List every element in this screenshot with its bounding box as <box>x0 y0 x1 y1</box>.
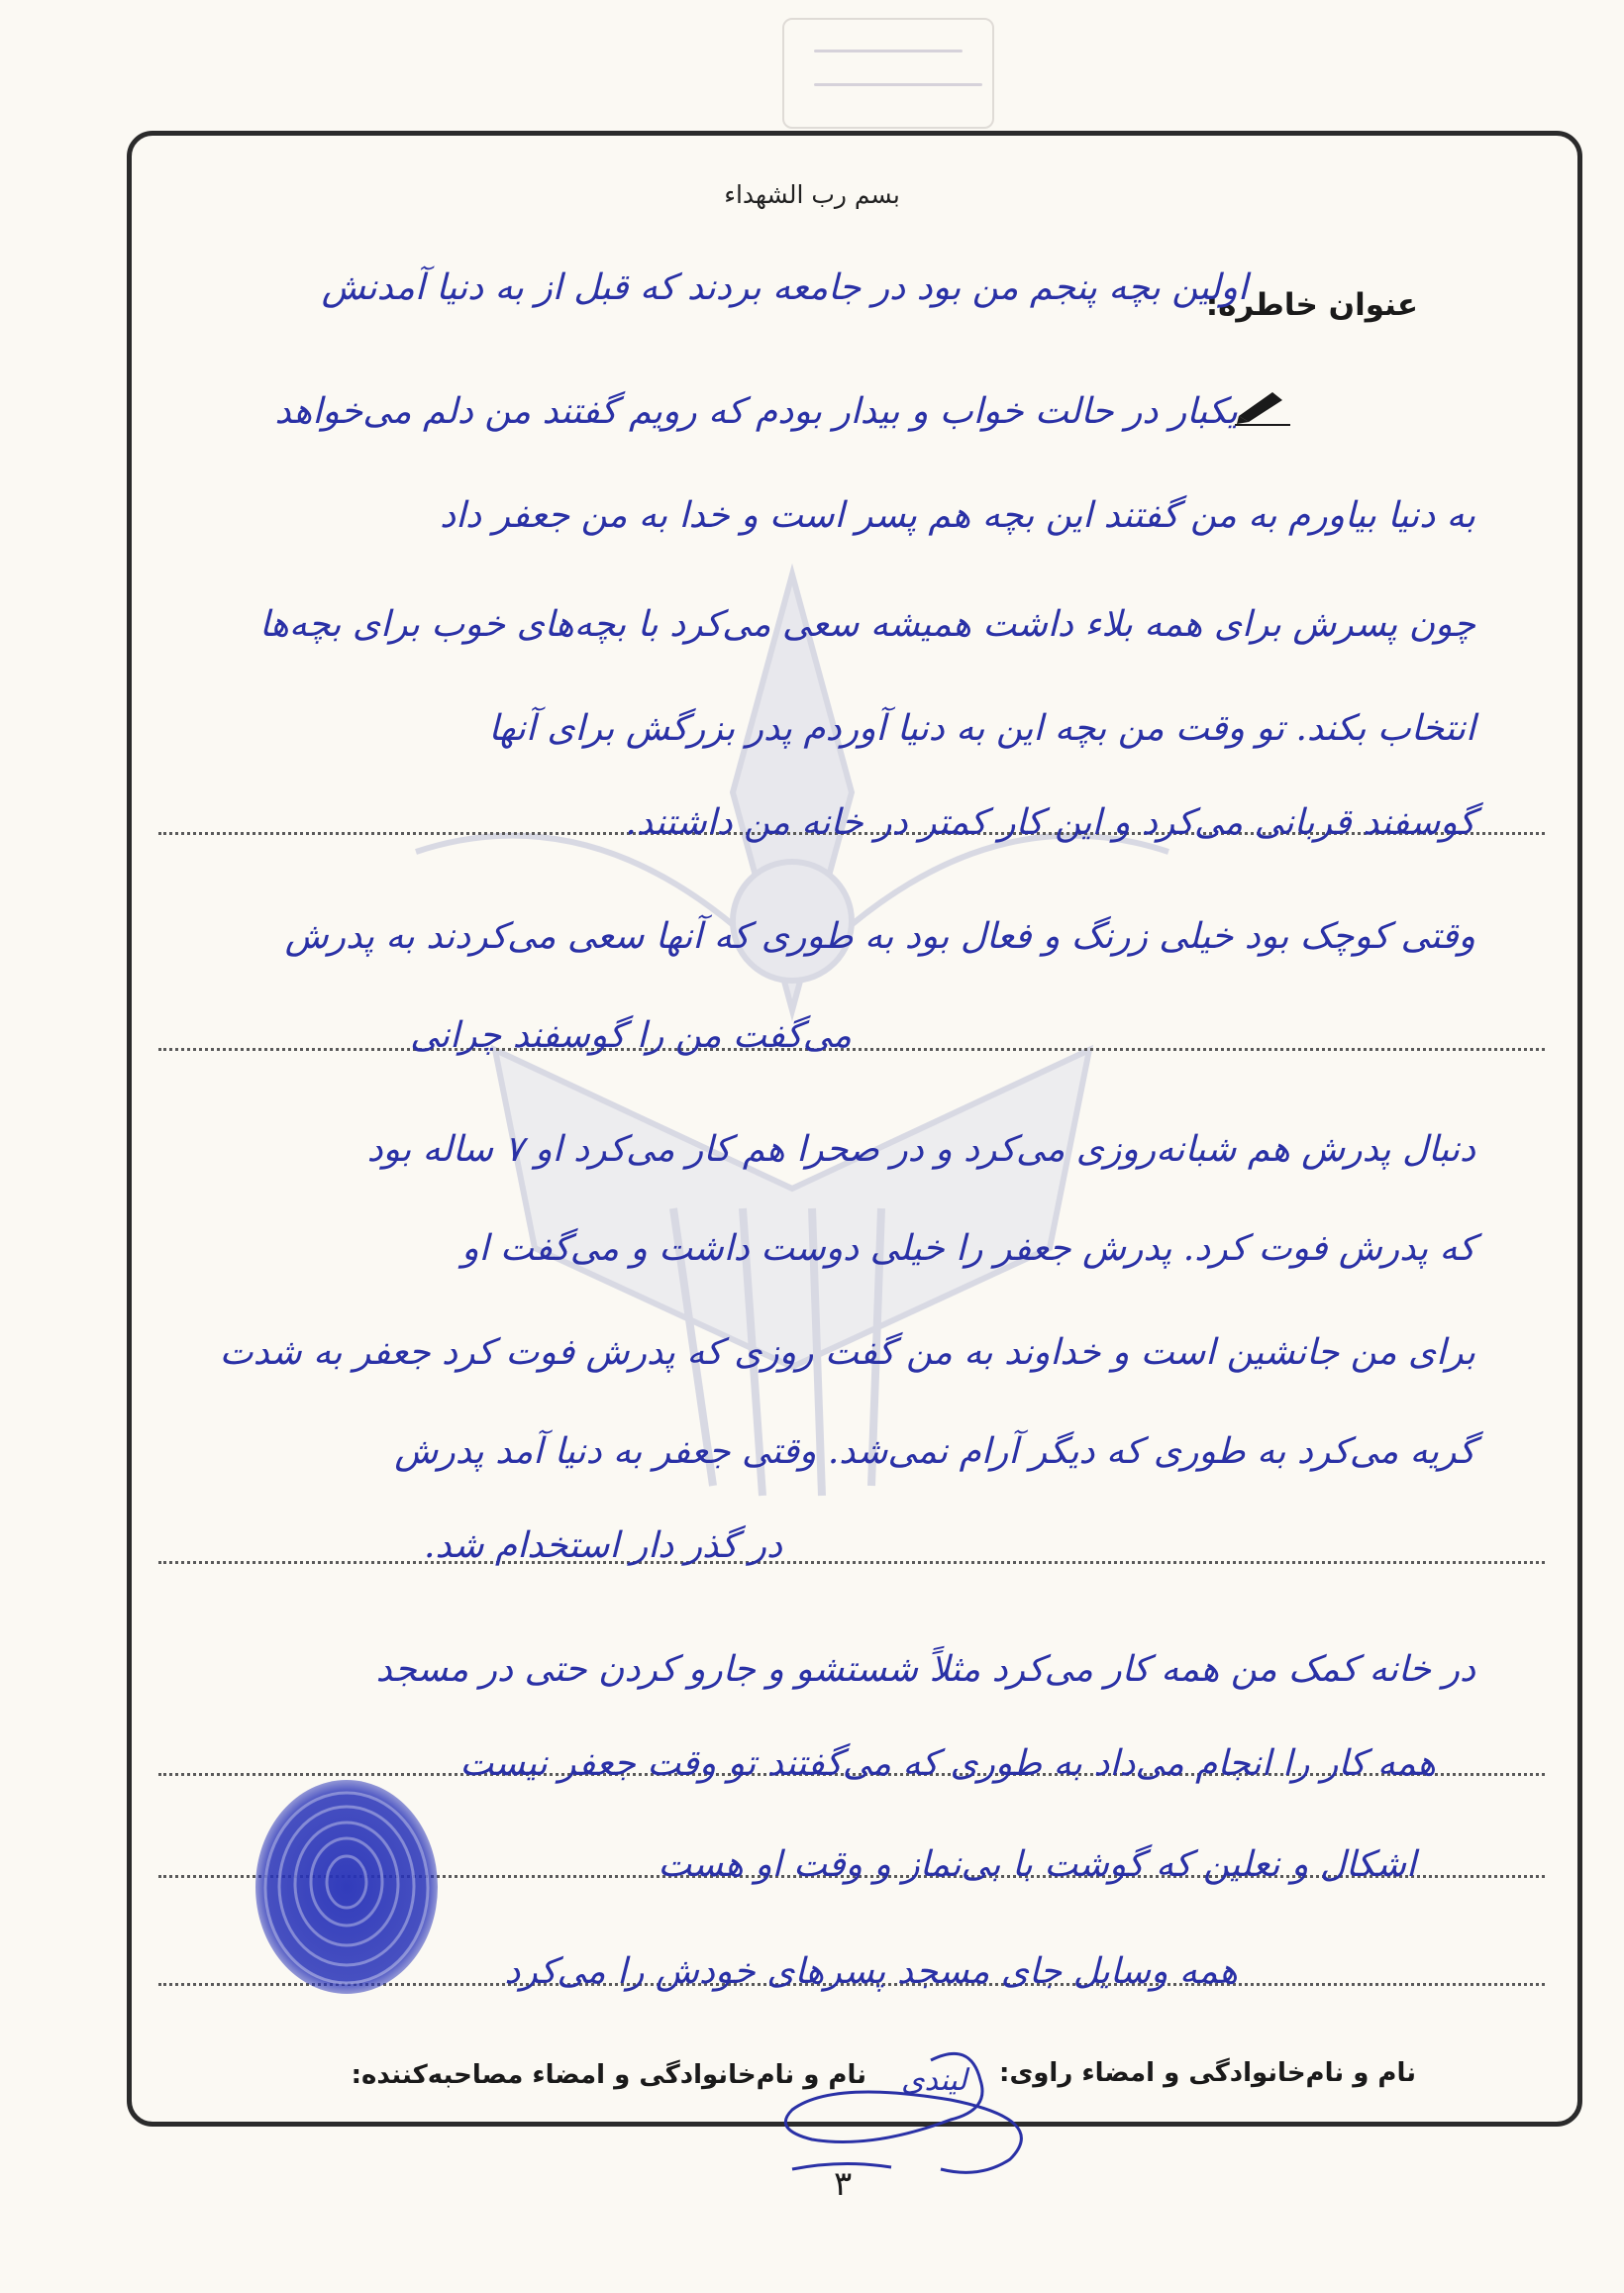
page-number: ۳ <box>834 2164 853 2204</box>
handwritten-line: یکبار در حالت خواب و بیدار بودم که رویم گفتند من دلم می‌خواهد <box>274 391 1238 432</box>
archive-stamp <box>782 18 994 129</box>
interviewer-signature-text: لیندی <box>901 2063 967 2098</box>
handwritten-line: اولین بچه پنجم من بود در جامعه بردند که قبل از به دنیا آمدنش <box>321 267 1248 308</box>
handwritten-line: در گذر دار استخدام شد. <box>424 1525 782 1566</box>
fingerprint-mark <box>248 1773 446 2001</box>
interviewer-signature-label: نام و نام‌خانوادگی و امضاء مصاحبه‌کننده: <box>351 2060 866 2090</box>
handwritten-line: گوسفند قربانی می‌کرد و این کار کمتر در خانه من داشتند. <box>625 802 1475 843</box>
ruled-line <box>158 1561 1545 1564</box>
handwritten-line: انتخاب بکند. تو وقت من بچه این به دنیا آوردم پدر بزرگش برای آنها <box>488 708 1475 749</box>
handwritten-line: گریه می‌کرد به طوری که دیگر آرام نمی‌شد. وقتی جعفر به دنیا آمد پدرش <box>394 1431 1475 1472</box>
interviewer-signature <box>753 2021 1168 2189</box>
ruled-line <box>158 1048 1545 1051</box>
handwritten-line: که پدرش فوت کرد. پدرش جعفر را خیلی دوست داشت و می‌گفت او <box>461 1228 1475 1269</box>
handwritten-line: به دنیا بیاورم به من گفتند این بچه هم پسر است و خدا به من جعفر داد <box>440 495 1475 536</box>
handwritten-line: همه کار را انجام می‌داد به طوری که می‌گفتند تو وقت جعفر نیست <box>459 1743 1436 1784</box>
handwritten-line: چون پسرش برای همه بلاء داشت همیشه سعی می‌کرد با بچه‌های خوب برای بچه‌ها <box>258 604 1475 645</box>
memory-title-label: عنوان خاطره: <box>1205 287 1418 323</box>
handwritten-line: وقتی کوچک بود خیلی زرنگ و فعال بود به طوری که آنها سعی می‌کردند به پدرش <box>284 916 1475 957</box>
handwritten-line: می‌گفت من را گوسفند چرانی <box>410 1015 852 1056</box>
narrator-signature-label: نام و نام‌خانوادگی و امضاء راوی: <box>999 2058 1416 2088</box>
pen-writing-icon <box>1233 386 1292 426</box>
handwritten-line: برای من جانشین است و خداوند به من گفت روزی که پدرش فوت کرد جعفر به شدت <box>219 1332 1475 1373</box>
handwritten-line: در خانه کمک من همه کار می‌کرد مثلاً شستشو و جارو کردن حتی در مسجد <box>375 1649 1475 1690</box>
handwritten-line: دنبال پدرش هم شبانه‌روزی می‌کرد و در صحرا هم کار می‌کرد او ۷ ساله بود <box>366 1129 1475 1170</box>
handwritten-line: همه وسایل جای مسجد پسرهای خودش را می‌کرد <box>504 1951 1238 1992</box>
page-title: بسم رب الشهداء <box>724 180 900 209</box>
handwritten-line: اشکال و نعلین که گوشت با بی‌نماز و وقت او هست <box>658 1844 1416 1885</box>
